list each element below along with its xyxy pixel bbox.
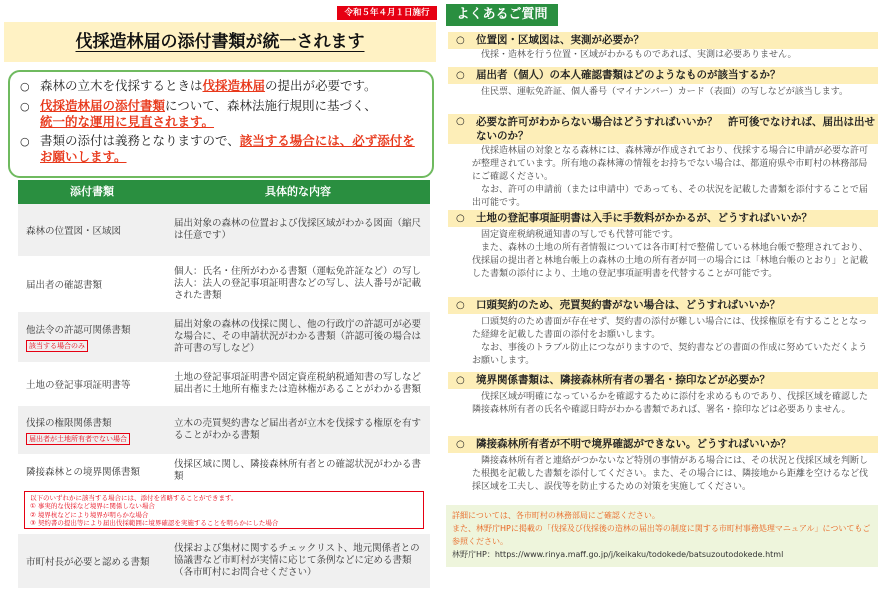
document-description: 立木の売買契約書など届出者が立木を伐採する権原を有することがわかる書類: [174, 418, 422, 441]
faq-question: ○ 境界関係書類は、隣接森林所有者の署名・捺印などが必要か？: [448, 372, 878, 389]
faq-question: ○ 必要な許可がわからない場合はどうすればいいか？ 許可後でなければ、届出は出せないのか？: [448, 114, 878, 144]
circle-bullet-icon: ○: [456, 300, 465, 311]
condition-tag: 届出者が土地所有者でない場合: [26, 433, 130, 445]
document-name: 伐採の権限関係書類: [26, 418, 112, 429]
table-row: [18, 312, 430, 362]
document-name: 森林の位置図・区域図: [26, 226, 122, 237]
faq-title: よくあるご質問: [446, 4, 558, 26]
document-description: 届出対象の森林の伐採に関し、他の行政庁の許認可が必要な場合に、その申請状況がわかる書類（許認可後の場合は許可書の写しなど）: [174, 319, 422, 354]
faq-answer: 伐採造林届の対象となる森林には、森林簿が作成されており、伐採する場合に申請が必要な許可が整理されています。所有地の森林簿の情報をお持ちでない場合は、都道府県や市町村の林務部局にご確認ください。 なお、許可の申請前（または申請中）であっても、その状況を記載した書類を添付することで届出可能です。: [472, 146, 869, 208]
circle-bullet-icon: ○: [456, 375, 465, 386]
table-row: [18, 362, 430, 406]
circle-bullet-icon: ○: [20, 135, 30, 148]
title-band: [4, 22, 436, 62]
faq-answer: 口頭契約のため書面が存在せず、契約書の添付が難しい場合には、伐採権原を有することとなった経緯を記載した書面の添付をお願いします。 なお、事後のトラブル防止につながりますので、契約書などの書面の作成に努めていただくようお願いします。: [472, 317, 868, 366]
circle-bullet-icon: ○: [20, 80, 30, 93]
reference-footer: 詳細については、各市町村の林務部局にご確認ください。 また、林野庁HPに掲載の「伐採及び伐採後の造林の届出等の制度に関する市町村事務処理マニュアル」についてもご参照ください。 林野庁HP：https://www.rinya.maff.go.jp/j/keikaku/todokede/batsuzoutodokede.html: [446, 505, 878, 567]
column-header: 添付書類: [70, 185, 114, 198]
document-name: 届出者の確認書類: [26, 280, 103, 291]
faq-question: ○ 届出者（個人）の本人確認書類はどのようなものが該当するか？: [448, 67, 878, 84]
document-description: 伐採区域に関し、隣接森林所有者との確認状況がわかる書類: [174, 459, 422, 482]
circle-bullet-icon: ○: [456, 70, 465, 81]
summary-box: [8, 70, 434, 178]
table-row: [18, 204, 430, 256]
left-panel: [0, 0, 440, 590]
document-description: 個人：氏名・住所がわかる書類（運転免許証など）の写し 法人：法人の登記事項証明書などの写し、法人番号が記載された書類: [174, 266, 431, 301]
faq-answer: 伐採・造林を行う位置・区域がわかるものであれば、実測は必要ありません。: [481, 50, 797, 60]
circle-bullet-icon: ○: [20, 100, 30, 113]
circle-bullet-icon: ○: [456, 439, 465, 450]
document-name: 土地の登記事項証明書等: [26, 380, 131, 391]
table-header: [18, 180, 430, 204]
faq-question: ○ 位置図・区域図は、実測が必要か？: [448, 32, 878, 49]
summary-bullet: ○ 森林の立木を伐採するときは伐採造林届の提出が必要です。: [20, 78, 377, 93]
summary-bullet: ○ 伐採造林届の添付書類について、森林法施行規則に基づく、 統一的な運用に見直されます。: [20, 98, 377, 129]
url-label: 林野庁HP：: [452, 550, 495, 559]
faq-answer: 住民票、運転免許証、個人番号（マイナンバー）カード（表面）の写しなどが該当します。: [481, 87, 849, 97]
condition-tag: 該当する場合のみ: [26, 340, 88, 352]
table-row: [18, 534, 430, 588]
document-description: 土地の登記事項証明書や固定資産税納税通知書の写しなど届出者に土地所有権または造林権があることがわかる書類: [174, 372, 422, 395]
faq-answer: 隣接森林所有者と連絡がつかないなど特別の事情がある場合には、その状況と伐採区域を判断した根拠を記載した書類を添付してください。また、その場合には、隣接地から距離を空けるなど伐採区域を工夫し、誤伐等を防止するための対策を実施してください。: [472, 456, 869, 492]
ministry-link[interactable]: https://www.rinya.maff.go.jp/j/keikaku/todokede/batsuzoutodokede.html: [494, 550, 784, 559]
column-header: 具体的な内容: [265, 185, 331, 198]
table-row: [18, 454, 430, 488]
document-name: 隣接森林との境界関係書類: [26, 467, 141, 478]
circle-bullet-icon: ○: [456, 116, 465, 127]
document-name: 市町村長が必要と認める書類: [26, 557, 150, 568]
summary-bullet: ○ 書類の添付は義務となりますので、該当する場合には、必ず添付をお願いします。: [20, 133, 415, 164]
circle-bullet-icon: ○: [456, 213, 465, 224]
table-row: [18, 256, 430, 312]
faq-question: ○ 隣接森林所有者が不明で境界確認ができない。どうすればいいか？: [448, 436, 878, 453]
page-title: 伐採造林届の添付書類が統一されます: [75, 32, 365, 52]
faq-panel: [442, 0, 882, 590]
circle-bullet-icon: ○: [456, 35, 465, 46]
table-row: [18, 406, 430, 454]
effective-date-badge: 令和５年４月１日施行: [337, 6, 437, 20]
omission-note: 以下のいずれかに該当する場合には、添付を省略することができます。 ① 事実的な伐採など境界に関係しない場合 ② 境界杭などにより境界が明らかな場合 ③ 契約書の提出等により届出伐採範囲に境界確認を実施することを明らかにした場合: [24, 491, 424, 529]
faq-question: ○ 口頭契約のため、売買契約書がない場合は、どうすればいいか？: [448, 297, 878, 314]
faq-answer: 固定資産税納税通知書の写しでも代替可能です。 また、森林の土地の所有者情報については各市町村で整備している林地台帳で整理されており、伐採届の提出者と林地台帳上の森林の土地の所有者が同一の場合には「林地台帳のとおり」と記載した書類の添付により、土地の登記事項証明書を代替することが可能です。: [472, 230, 869, 279]
faq-answer: 伐採区域が明確になっているかを確認するために添付を求めるものであり、伐採区域を確認した隣接森林所有者の氏名や確認日時がわかる書類であれば、署名・捺印などは必要ありません。: [472, 392, 869, 415]
document-description: 伐採および集材に関するチェックリスト、地元関係者との協議書など市町村が実情に応じて条例などに定める書類（各市町村にお問合せください）: [174, 543, 420, 578]
document-description: 届出対象の森林の位置および伐採区域がわかる図面（縮尺は任意です）: [174, 218, 422, 241]
faq-question: ○ 土地の登記事項証明書は入手に手数料がかかるが、どうすればいいか？: [448, 210, 878, 227]
document-name: 他法令の許認可関係書類: [26, 325, 131, 336]
